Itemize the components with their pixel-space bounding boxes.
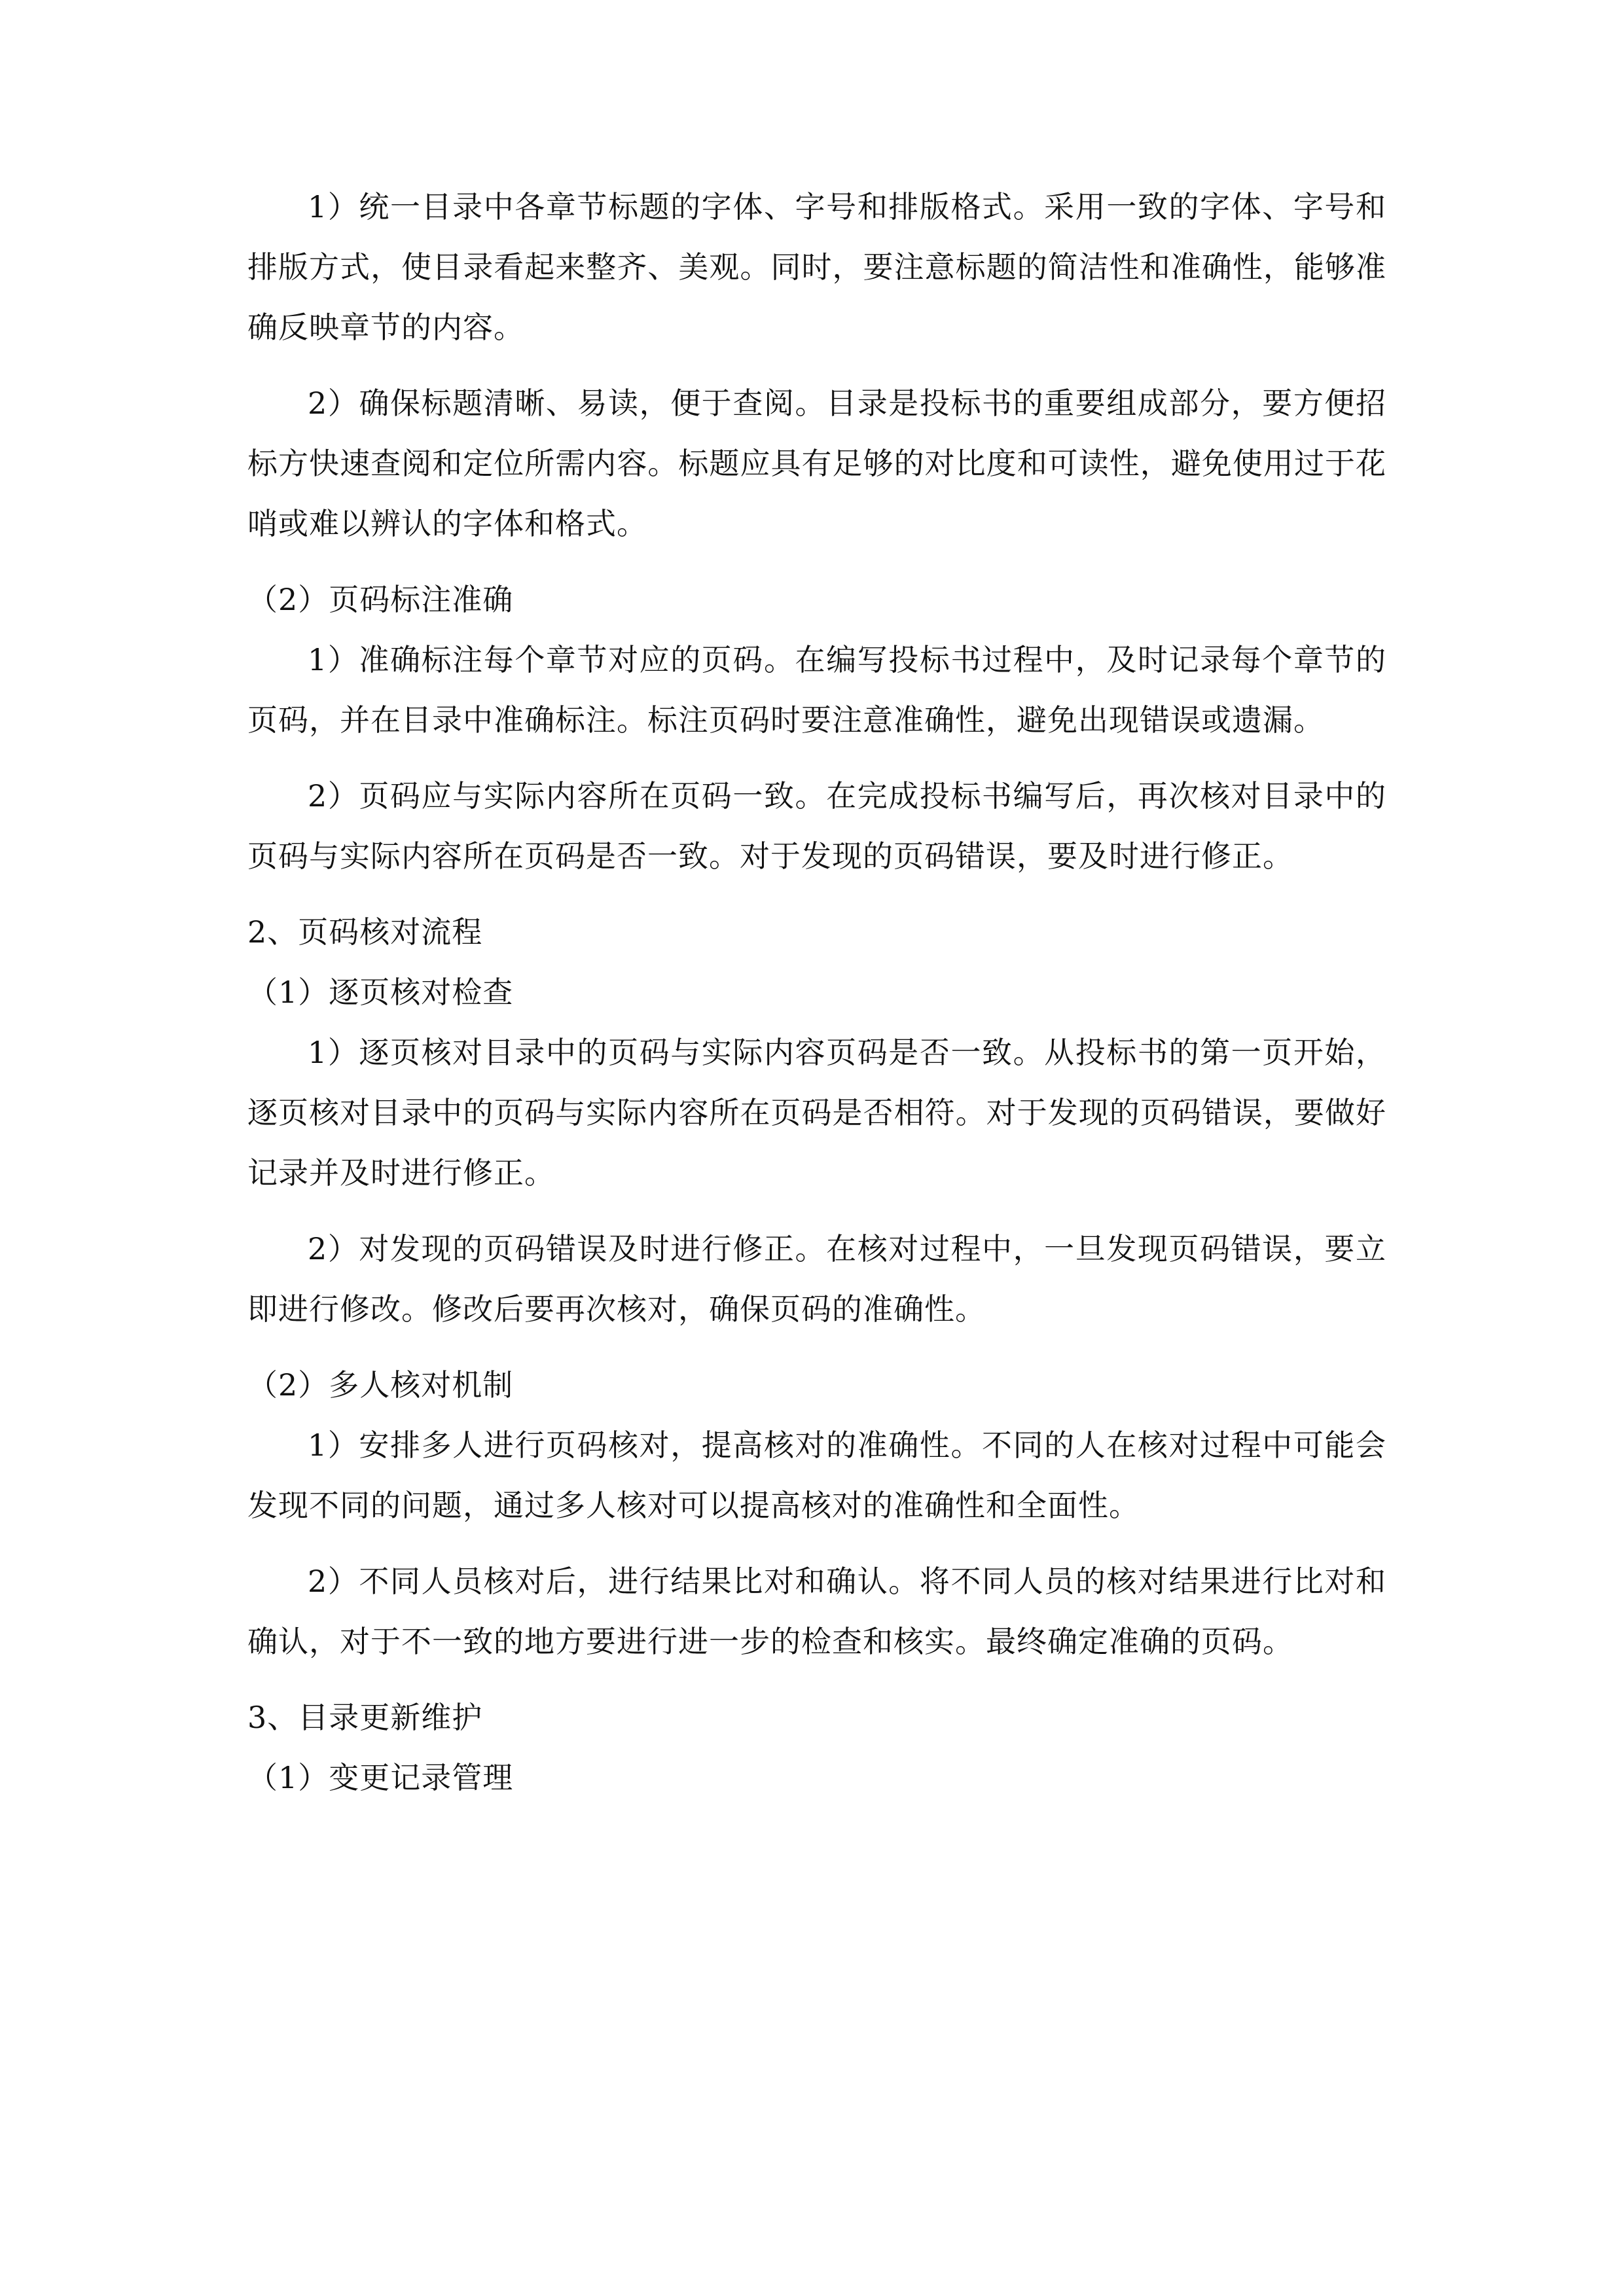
paragraph-check-each-page: 1）逐页核对目录中的页码与实际内容页码是否一致。从投标书的第一页开始，逐页核对目录中的页码与实际内容所在页码是否相符。对于发现的页码错误，要做好记录并及时进行修正。 bbox=[247, 1035, 1386, 1191]
paragraph-page-number-consistency: 2）页码应与实际内容所在页码一致。在完成投标书编写后，再次核对目录中的页码与实际内容所在页码是否一致。对于发现的页码错误，要及时进行修正。 bbox=[247, 778, 1386, 874]
section-heading-toc-maintenance: 3、目录更新维护 bbox=[247, 1700, 483, 1735]
paragraph-font-consistency: 1）统一目录中各章节标题的字体、字号和排版格式。采用一致的字体、字号和排版方式，使目录看起来整齐、美观。同时，要注意标题的简洁性和准确性，能够准确反映章节的内容。 bbox=[247, 189, 1386, 345]
paragraph-compare-results: 2）不同人员核对后，进行结果比对和确认。将不同人员的核对结果进行比对和确认，对于不一致的地方要进行进一步的检查和核实。最终确定准确的页码。 bbox=[247, 1564, 1386, 1659]
subheading-multi-person-check: （2）多人核对机制 bbox=[247, 1367, 514, 1403]
subheading-page-by-page-check: （1）逐页核对检查 bbox=[247, 975, 514, 1010]
subheading-change-log-management: （1）变更记录管理 bbox=[247, 1760, 514, 1795]
document-body bbox=[247, 177, 1386, 1808]
paragraph-multiple-checkers: 1）安排多人进行页码核对，提高核对的准确性。不同的人在核对过程中可能会发现不同的问题，通过多人核对可以提高核对的准确性和全面性。 bbox=[247, 1427, 1386, 1523]
section-heading-page-check-process: 2、页码核对流程 bbox=[247, 914, 483, 950]
subheading-page-number-accuracy: （2）页码标注准确 bbox=[247, 582, 514, 617]
paragraph-mark-page-numbers: 1）准确标注每个章节对应的页码。在编写投标书过程中，及时记录每个章节的页码，并在目录中准确标注。标注页码时要注意准确性，避免出现错误或遗漏。 bbox=[247, 642, 1386, 738]
paragraph-title-readability: 2）确保标题清晰、易读，便于查阅。目录是投标书的重要组成部分，要方便招标方快速查阅和定位所需内容。标题应具有足够的对比度和可读性，避免使用过于花哨或难以辨认的字体和格式。 bbox=[247, 386, 1386, 541]
paragraph-correct-errors: 2）对发现的页码错误及时进行修正。在核对过程中，一旦发现页码错误，要立即进行修改。修改后要再次核对，确保页码的准确性。 bbox=[247, 1231, 1386, 1327]
